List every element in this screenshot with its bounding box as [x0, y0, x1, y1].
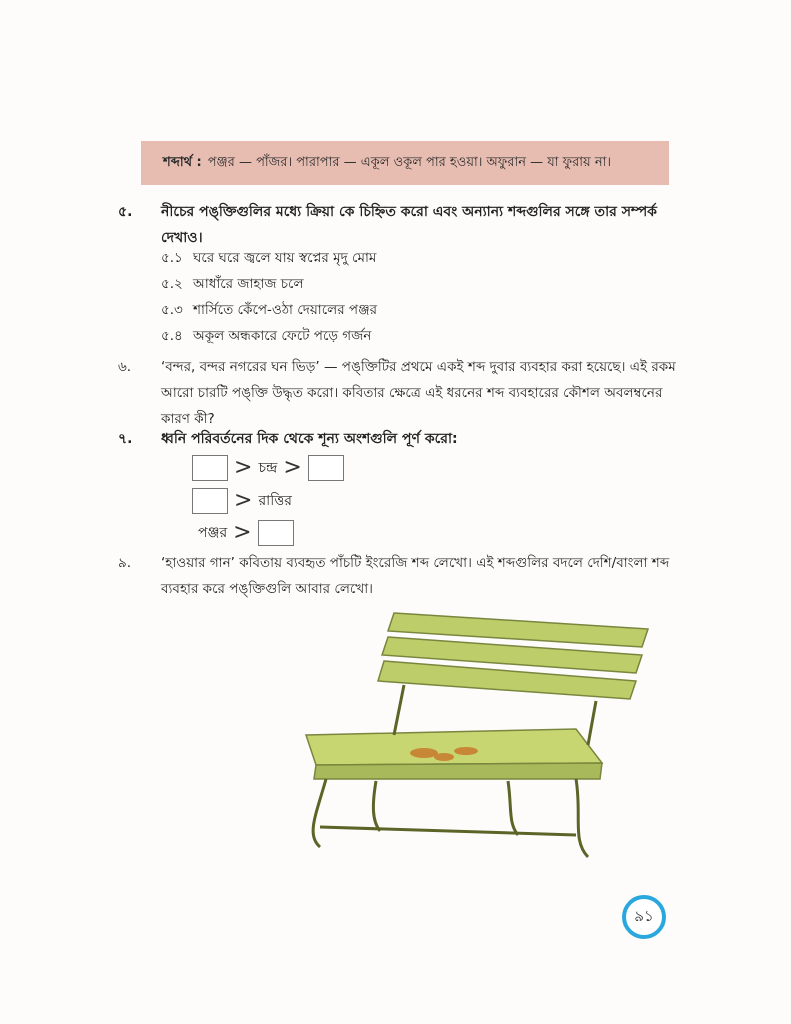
blank-box[interactable]	[192, 488, 228, 514]
question-6	[118, 354, 678, 432]
question-5-number: ৫.	[118, 204, 133, 220]
sub-item-text: আধাঁরে জাহাজ চলে	[193, 276, 304, 292]
bench-illustration	[276, 595, 676, 875]
sub-item-number: ৫.১	[161, 250, 183, 266]
greater-than-sign: >	[234, 455, 253, 480]
greater-than-sign: >	[233, 520, 252, 545]
page-number-badge	[622, 895, 666, 939]
page-number: ৯১	[634, 906, 654, 925]
word: রাত্তির	[258, 493, 292, 509]
sub-item-text: অকূল অন্ধকারে ফেটে পড়ে গর্জন	[193, 328, 372, 344]
question-9-text: ‘হাওয়ার গান’ কবিতায় ব্যবহৃত পাঁচটি ইংরেজি শব্দ লেখো। এই শব্দগুলির বদলে দেশি/বাংলা শব্দ ব্যবহার করে পঙ্‌ক্তিগুলি আবার লেখো।	[161, 555, 670, 597]
question-7-text: ধ্বনি পরিবর্তনের দিক থেকে শূন্য অংশগুলি পূর্ণ করো:	[161, 431, 458, 447]
sub-item-number: ৫.২	[161, 276, 183, 292]
sub-item-5-2	[161, 274, 304, 294]
greater-than-sign: >	[234, 488, 253, 513]
word: চন্দ্র	[258, 460, 278, 476]
glossary-label: শব্দার্থ :	[163, 154, 202, 170]
glossary-box	[141, 141, 669, 185]
question-6-text: ‘বন্দর, বন্দর নগরের ঘন ভিড়’ — পঙ্‌ক্তিটির প্রথমে একই শব্দ দুবার ব্যবহার করা হয়েছে। এই রকম আরো চারটি পঙ্‌ক্তি উদ্ধৃত করো। কবিতার ক্ষেত্রে এই ধরনের শব্দ ব্যবহারের কৌশল অবলম্বনের কারণ কী?	[161, 359, 676, 427]
greater-than-sign: >	[283, 455, 302, 480]
question-9-number: ৯.	[118, 555, 132, 571]
blank-box[interactable]	[308, 455, 344, 481]
question-7-number: ৭.	[118, 431, 133, 447]
question-5-text: নীচের পঙ্‌ক্তিগুলির মধ্যে ক্রিয়া কে চিহ্নিত করো এবং অন্যান্য শব্দগুলির সঙ্গে তার সম্পর্ক দেখাও।	[161, 204, 657, 246]
sub-item-text: শার্সিতে কেঁপে-ওঠা দেয়ালের পঞ্জর	[193, 302, 378, 318]
question-7	[118, 426, 678, 452]
blank-box[interactable]	[258, 520, 294, 546]
question-6-number: ৬.	[118, 359, 132, 375]
sub-item-5-3	[161, 300, 377, 320]
sub-item-5-1	[161, 248, 376, 268]
blank-row-1	[192, 455, 344, 481]
sub-item-number: ৫.৪	[161, 328, 183, 344]
sub-item-number: ৫.৩	[161, 302, 183, 318]
blank-row-2	[192, 488, 292, 514]
word: পঞ্জর	[198, 525, 228, 541]
blank-row-3	[198, 520, 294, 546]
sub-item-5-4	[161, 326, 371, 346]
sub-item-text: ঘরে ঘরে জ্বলে যায় স্বপ্নের মৃদু মোম	[193, 250, 377, 266]
glossary-text: পঞ্জর — পাঁজর। পারাপার — একূল ওকূল পার হওয়া। অফুরান — যা ফুরায় না।	[207, 154, 612, 170]
question-5	[118, 199, 678, 251]
blank-box[interactable]	[192, 455, 228, 481]
